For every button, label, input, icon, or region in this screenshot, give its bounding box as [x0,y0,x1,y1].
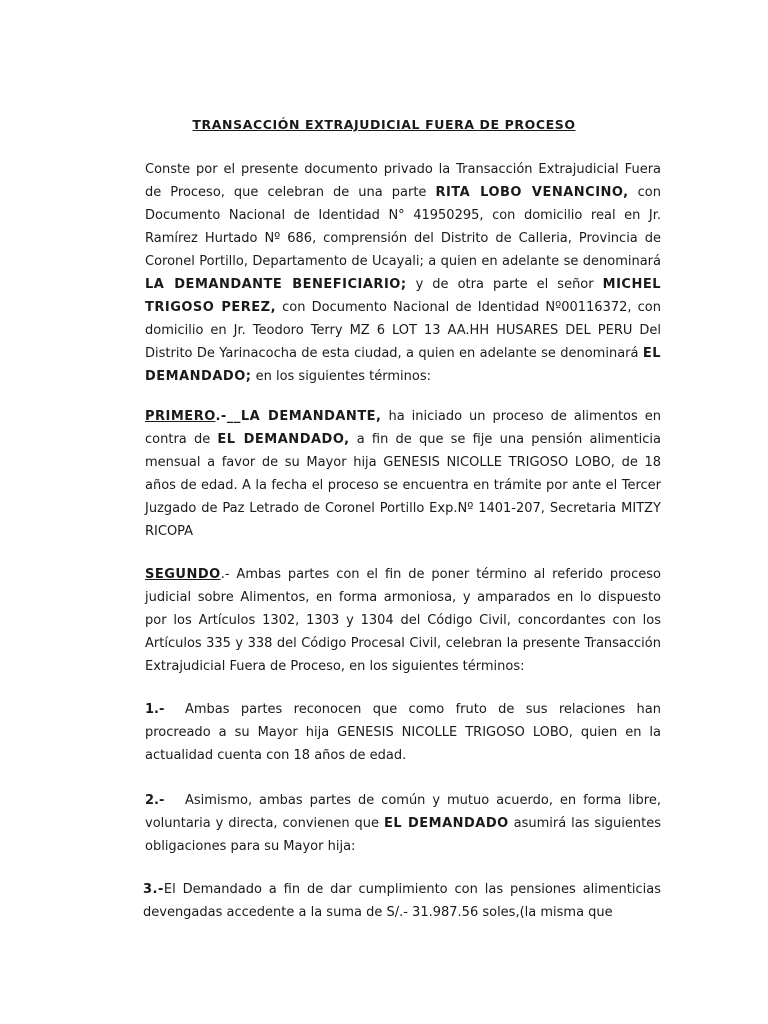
intro-text-5: en los siguientes términos: [251,369,431,384]
clause-2-paragraph [145,789,661,858]
primero-text-2: a fin de que se fije una pensión alimenticia mensual a favor de su Mayor hija GENESIS NICOLLE TRIGOSO LOBO, de 18 años de edad. A la fecha el proceso se encuentra en trámite por ante el Tercer Juzgado de Paz Letrado de Coronel Portillo Exp.Nº 1401-207, Secretaria MITZY RICOPA [145,432,662,539]
clause-3-text: El Demandado a fin de dar cumplimiento con las pensiones alimenticias devengadas accedente a la suma de S/.- 31.987.56 soles,(la misma que [143,882,661,920]
segundo-paragraph [145,563,661,678]
clause-2-number: 2.- [145,793,165,808]
intro-paragraph [145,158,661,388]
party-michel-trigoso: MICHEL TRIGOSO PEREZ, [145,277,661,315]
clause-2-demandado: EL DEMANDADO [383,816,509,831]
primero-demandado: EL DEMANDADO, [217,432,350,447]
party-rita-lobo: RITA LOBO VENANCINO, [435,185,629,200]
primero-heading: PRIMERO [145,409,216,424]
intro-text-1: Conste por el presente documento privado la Transacción Extrajudicial Fuera de Proceso, que celebran de una parte [145,162,661,200]
clause-1-paragraph [145,698,661,767]
segundo-text: .- Ambas partes con el fin de poner término al referido proceso judicial sobre Alimentos, en forma armoniosa, y amparados en lo dispuesto por los Artículos 1302, 1303 y 1304 del Código Civil, concordantes con los Artículos 335 y 338 del Código Procesal Civil, celebran la presente Transacción Extrajudicial Fuera de Proceso, en los siguientes términos: [145,567,661,674]
clause-2-text-1: Asimismo, ambas partes de común y mutuo acuerdo, en forma libre, voluntaria y directa, convienen que [145,793,661,831]
segundo-heading: SEGUNDO [145,567,221,582]
primero-demandante: LA DEMANDANTE, [240,409,382,424]
clause-2-text-2: asumirá las siguientes obligaciones para su Mayor hija: [145,816,662,854]
primero-text-1: ha iniciado un proceso de alimentos en contra de [145,409,661,447]
clause-3-paragraph [143,878,661,924]
clause-1-text: Ambas partes reconocen que como fruto de sus relaciones han procreado a su Mayor hija GENESIS NICOLLE TRIGOSO LOBO, quien en la actualidad cuenta con 18 años de edad. [145,702,661,763]
intro-text-3: y de otra parte el señor [406,277,603,292]
document-title: TRANSACCIÓN EXTRAJUDICIAL FUERA DE PROCESO [192,117,576,132]
clause-3-number: 3.- [143,882,164,897]
intro-text-2: con Documento Nacional de Identidad N° 41950295, con domicilio real en Jr. Ramírez Hurtado Nº 686, comprensión del Distrito de Calleria, Provincia de Coronel Portillo, Departamento de Ucayali; a quien en adelante se denominará [145,185,661,269]
primero-paragraph [145,405,661,543]
label-demandado: EL DEMANDADO; [145,346,661,384]
clause-1-number: 1.- [145,702,165,717]
label-demandante-beneficiario: LA DEMANDANTE BENEFICIARIO; [145,277,407,292]
primero-separator: .- [215,409,227,424]
intro-text-4: con Documento Nacional de Identidad Nº00116372, con domicilio en Jr. Teodoro Terry MZ 6 LOT 13 AA.HH HUSARES DEL PERU Del Distrito De Yarinacocha de esta ciudad, a quien en adelante se denominará [145,300,661,361]
primero-gap: __ [226,409,241,424]
